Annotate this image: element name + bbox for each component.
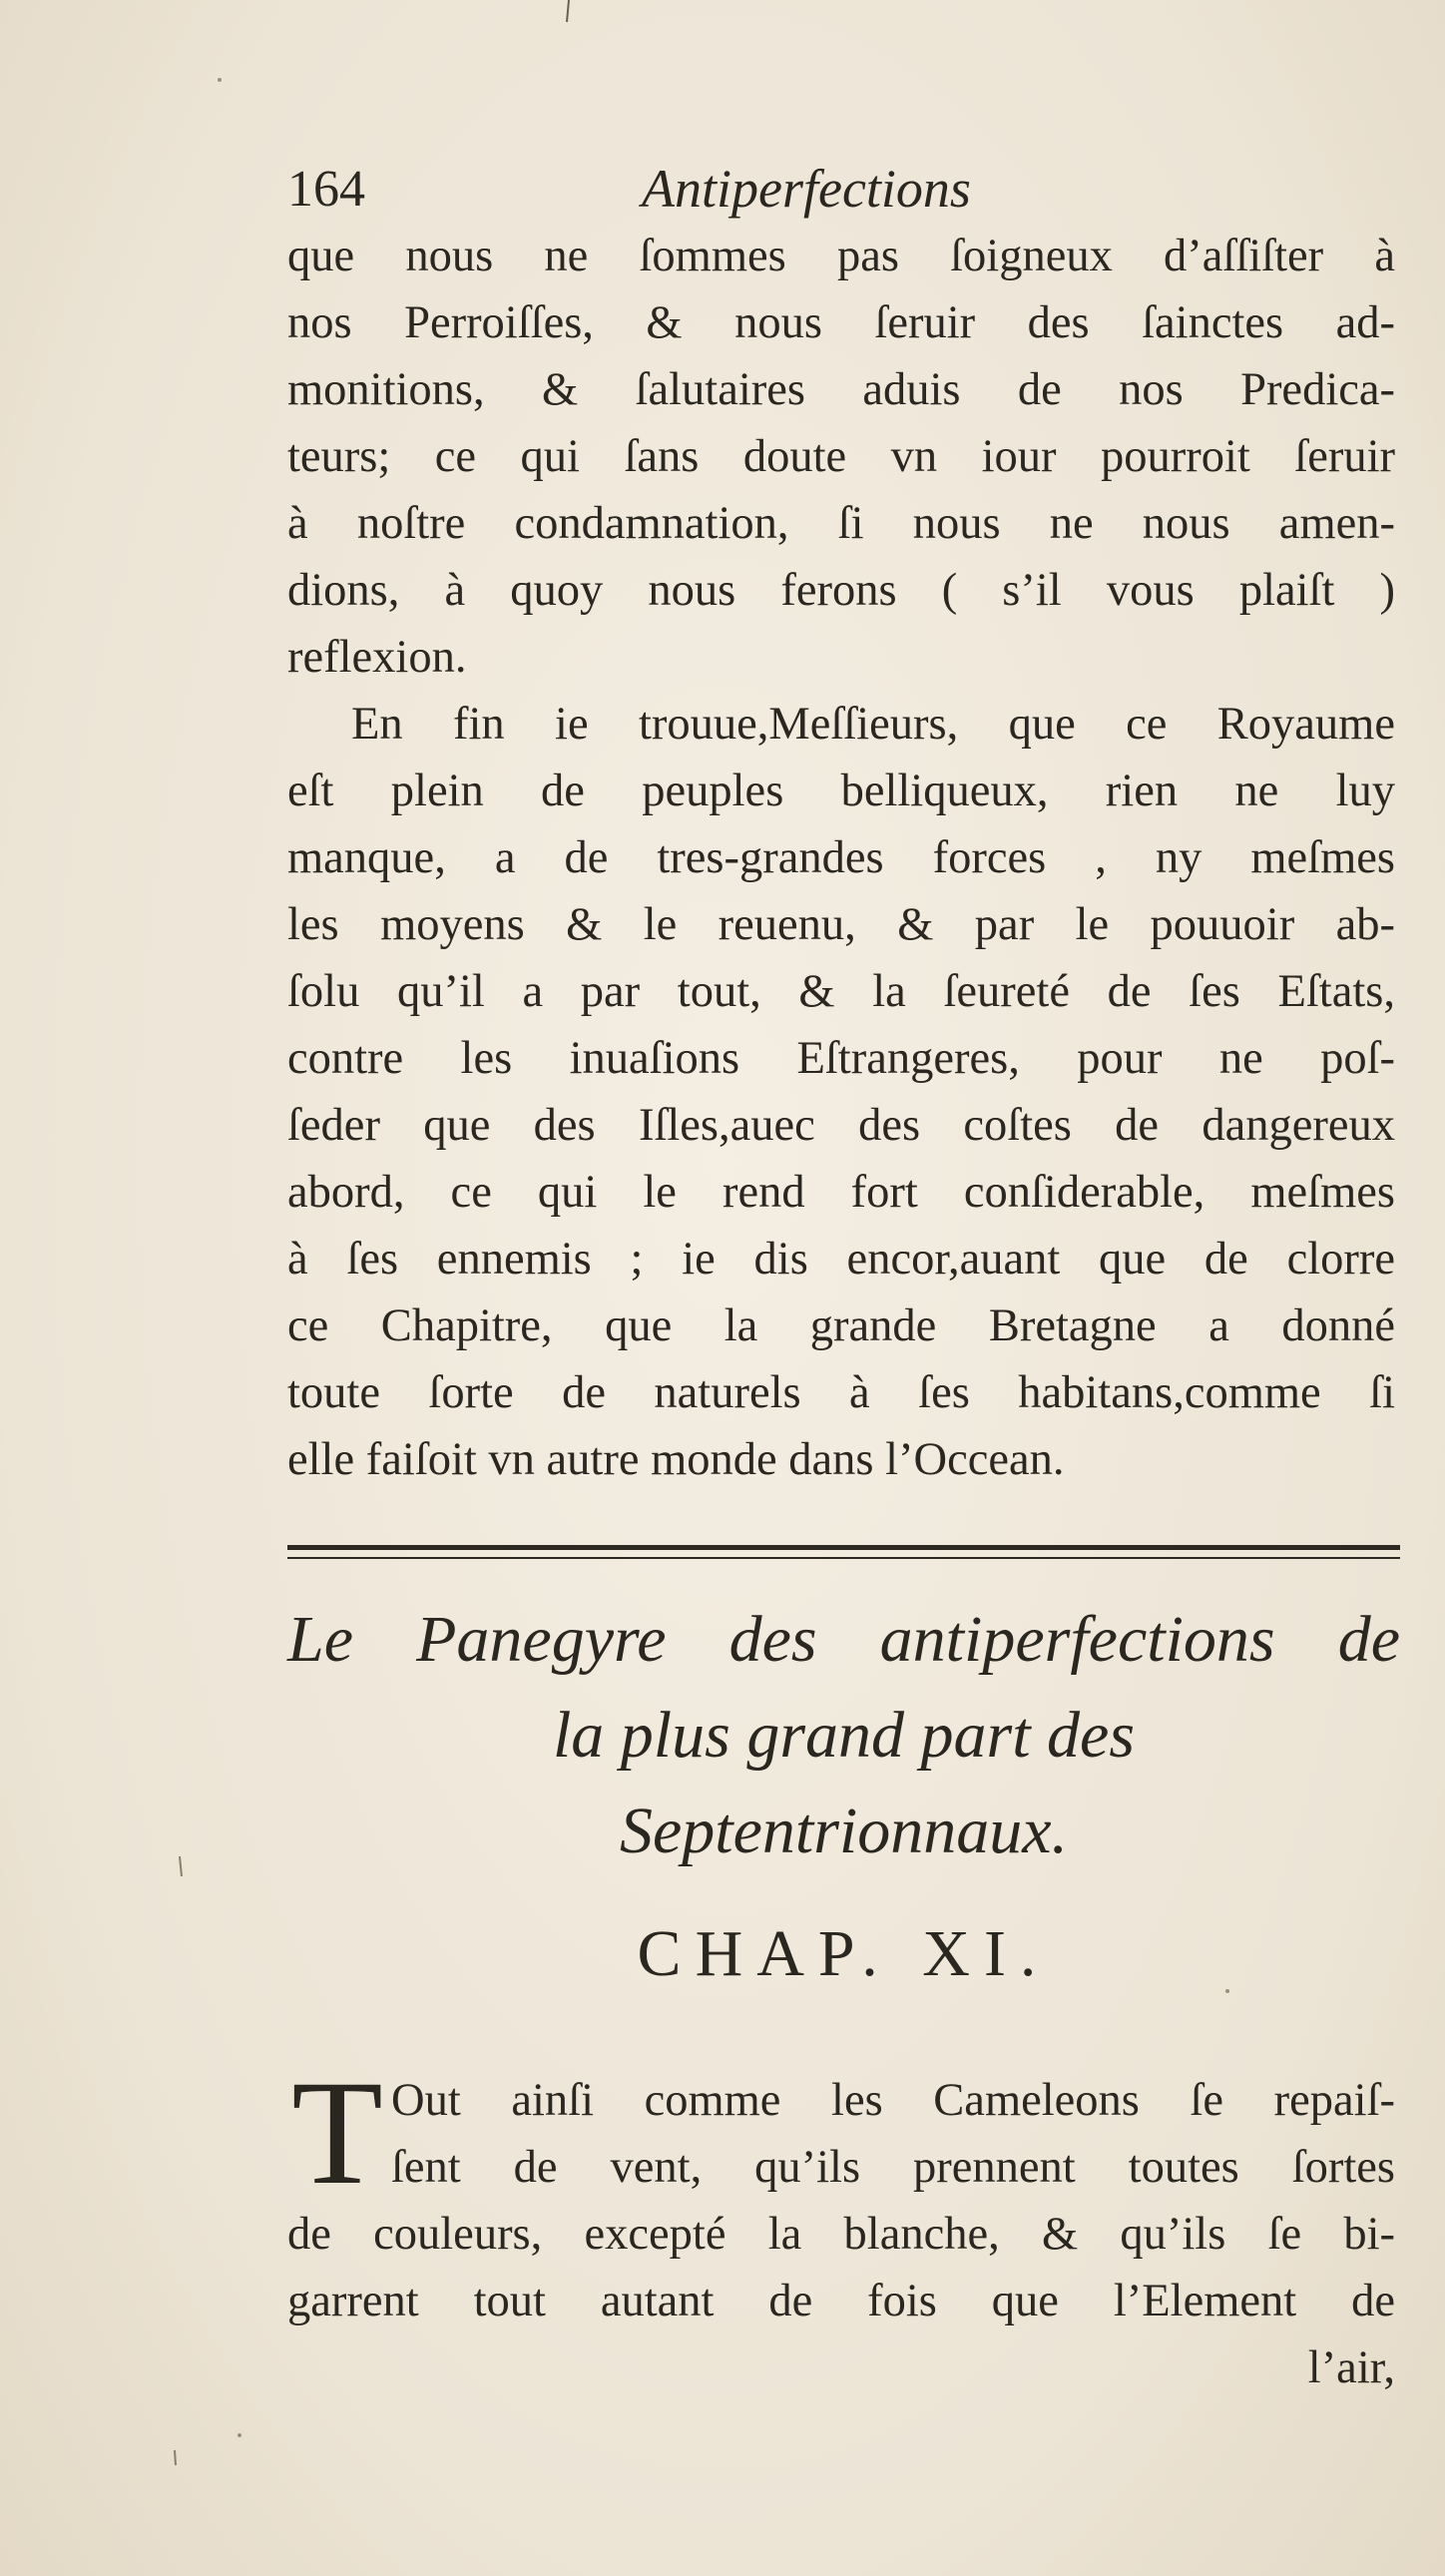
text-line: nos Perroiſſes, & nous ſeruir des ſainctes ad- [287,297,1395,348]
text-line: ſent de vent, qu’ils prennent toutes ſortes [391,2142,1395,2193]
text-line: abord, ce qui le rend fort conſiderable, meſmes [287,1167,1395,1218]
text-line: toute ſorte de naturels à ſes habitans,comme ſi [287,1367,1395,1418]
running-title: Antiperfections [642,159,971,219]
catchword: l’air, [1307,2342,1395,2393]
chapter-number: CHAP. XI. [637,1917,1051,1990]
page-header [287,150,1245,230]
text-line: ce Chapitre, que la grande Bretagne a donné [287,1300,1395,1351]
text-line: ſolu qu’il a par tout, & la ſeureté de ſes Eſtats, [287,966,1395,1017]
drop-cap: T [291,2050,383,2216]
chapter-title-line: la plus grand part des [552,1699,1136,1772]
text-line: dions, à quoy nous ferons ( s’il vous plaiſt ) [287,565,1395,616]
text-line: manque, a de tres-grandes forces , ny meſmes [287,832,1395,883]
text-line: elle faiſoit vn autre monde dans l’Occean. [287,1434,1065,1485]
body-text [287,223,1395,1493]
text-line: que nous ne ſommes pas ſoigneux d’aſſiſter à [287,231,1395,281]
chapter-title-line: Septentrionnaux. [619,1795,1069,1867]
text-line: teurs; ce qui ſans doute vn iour pourroit ſeruir [287,431,1395,482]
section-divider [287,1545,1400,1559]
text-line: ſeder que des Iſles,auec des coſtes de dangereux [287,1100,1395,1151]
text-line: de couleurs, excepté la blanche, & qu’ils ſe bi- [287,2209,1395,2260]
text-line: En fin ie trouue,Meſſieurs, que ce Royaume [351,699,1395,750]
text-line: à ſes ennemis ; ie dis encor,auant que de clorre [287,1234,1395,1285]
text-line: les moyens & le reuenu, & par le pouuoir ab- [287,899,1395,950]
text-line: eſt plein de peuples belliqueux, rien ne luy [287,766,1395,816]
page-number: 164 [287,161,365,218]
chapter-opening-paragraph [287,2050,1395,2400]
chapter-title-line: Le Panegyre des antiperfections de [287,1603,1400,1676]
chapter-title [287,1592,1400,1879]
text-line: Out ainſi comme les Cameleons ſe repaiſ- [391,2075,1395,2126]
text-line: reflexion. [287,632,467,683]
text-line: monitions, & ſalutaires aduis de nos Predica- [287,364,1395,415]
text-line: à noſtre condamnation, ſi nous ne nous amen- [287,498,1395,549]
text-line: garrent tout autant de fois que l’Element de [287,2276,1395,2326]
text-line: contre les inuaſions Eſtrangeres, pour ne poſ- [287,1033,1395,1084]
